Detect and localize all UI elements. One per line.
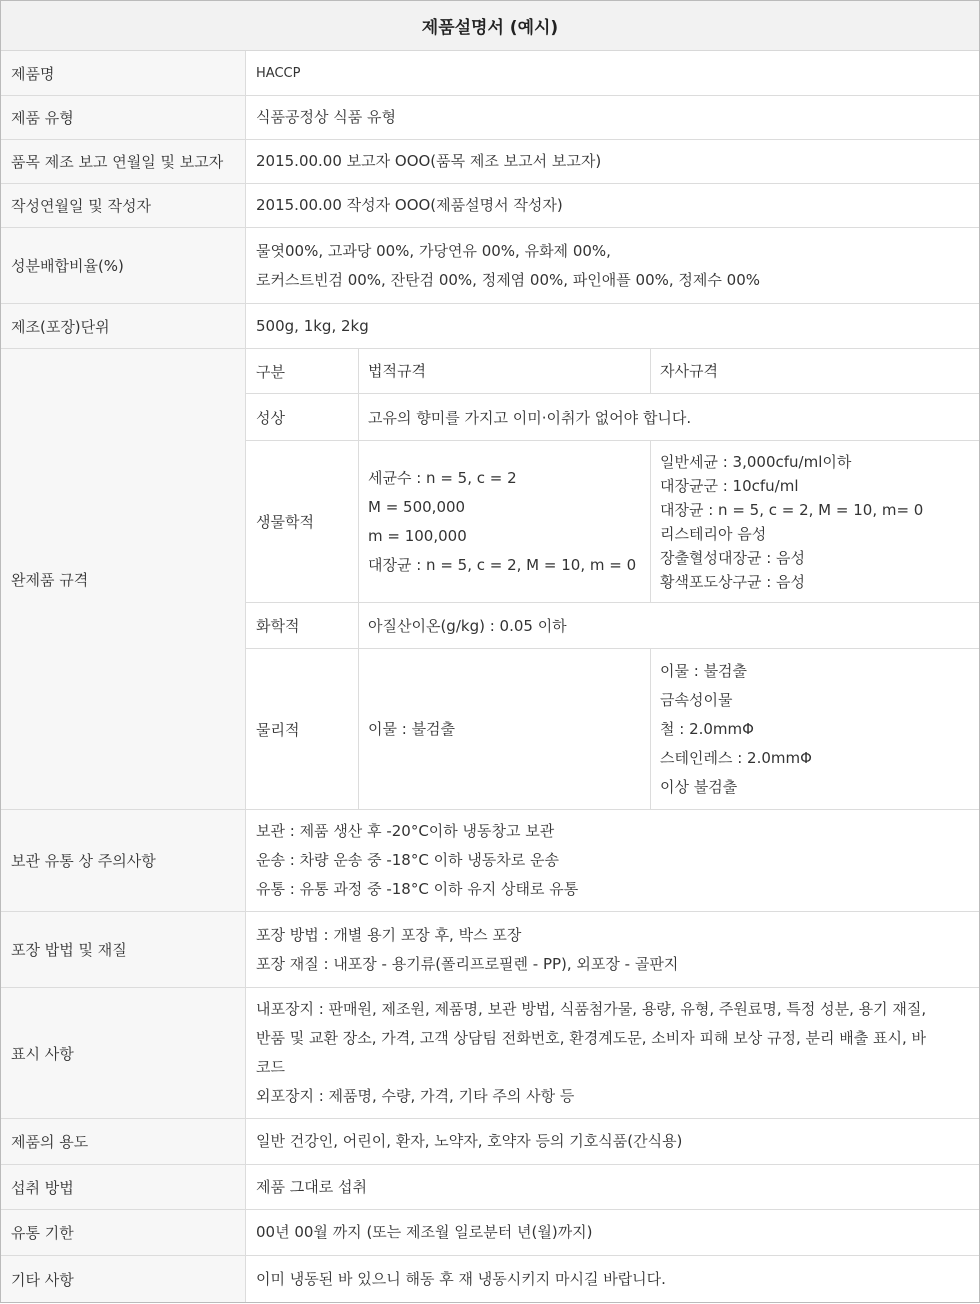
spec-category: 생물학적	[246, 441, 359, 602]
value-line: 운송 : 차량 운송 중 -18°C 이하 냉동차로 운송	[256, 851, 560, 869]
row-value: 00년 00월 까지 (또는 제조월 일로분터 년(월)까지)	[256, 1223, 593, 1241]
table-title: 제품설명서 (예시)	[1, 1, 979, 51]
row-author	[1, 184, 979, 228]
spec-category: 화학적	[246, 603, 359, 648]
value-line: 코드	[256, 1058, 285, 1076]
spec-value: 아질산이온(g/kg) : 0.05 이하	[368, 617, 567, 635]
spec-category: 성상	[246, 394, 359, 440]
value-line: 일반세균 : 3,000cfu/ml이하	[660, 452, 852, 471]
row-label: 작성연월일 및 작성자	[1, 184, 246, 227]
value-line: 외포장지 : 제품명, 수량, 가격, 기타 주의 사항 등	[256, 1087, 575, 1105]
row-value	[246, 810, 979, 911]
value-line: m = 100,000	[368, 526, 467, 545]
row-value	[246, 228, 979, 303]
row-storage	[1, 810, 979, 912]
row-label: 기타 사항	[1, 1256, 246, 1302]
row-spec	[1, 349, 979, 810]
row-value: 제품 그대로 섭취	[256, 1177, 367, 1196]
row-label: 제조(포장)단위	[1, 304, 246, 348]
spec-company-value	[651, 441, 979, 602]
row-label: 품목 제조 보고 연월일 및 보고자	[1, 140, 246, 183]
value-line: 스테인레스 : 2.0mmΦ	[660, 748, 812, 767]
row-report	[1, 140, 979, 184]
row-product-name	[1, 51, 979, 96]
row-labeling	[1, 988, 979, 1119]
row-label: 포장 밥법 및 재질	[1, 912, 246, 987]
value-line: 반품 및 교환 장소, 가격, 고객 상담팀 전화번호, 환경계도문, 소비자 피해 보상 규정, 분리 배출 표시, 바	[256, 1029, 927, 1047]
value-line: 세균수 : n = 5, c = 2	[368, 468, 517, 487]
value-line: 보관 : 제품 생산 후 -20°C이하 냉동창고 보관	[256, 822, 555, 840]
row-etc	[1, 1256, 979, 1302]
row-product-type	[1, 96, 979, 140]
value-line: 황색포도상구균 : 음성	[660, 572, 806, 591]
value-line: 대장균 : n = 5, c = 2, M = 10, m= 0	[660, 500, 924, 519]
spec-value: 고유의 향미를 가지고 이미·이취가 없어야 합니다.	[368, 408, 692, 427]
spec-category: 물리적	[246, 649, 359, 809]
row-unit	[1, 304, 979, 349]
row-value: HACCP	[256, 65, 301, 81]
spec-legal-value	[359, 441, 651, 602]
spec-header-row	[246, 349, 979, 394]
spec-header-company: 자사규격	[660, 361, 718, 380]
row-label: 제품명	[1, 51, 246, 95]
value-line: 리스테리아 음성	[660, 524, 767, 543]
value-line: 로커스트빈검 00%, 잔탄검 00%, 정제염 00%, 파인애플 00%, 정제수 00%	[256, 270, 760, 289]
value-line: 포장 재질 : 내포장 - 용기류(폴리프로필렌 - PP), 외포장 - 골판지	[256, 954, 679, 973]
row-value: 500g, 1kg, 2kg	[256, 316, 369, 335]
value-line: 물엿00%, 고과당 00%, 가당연유 00%, 유화제 00%,	[256, 241, 611, 260]
row-value	[246, 912, 979, 987]
spec-row-biological	[246, 441, 979, 603]
spec-legal-value: 이물 : 불검출	[359, 649, 651, 809]
spec-row-chemical	[246, 603, 979, 649]
spec-row-physical	[246, 649, 979, 809]
row-shelf-life	[1, 1210, 979, 1256]
row-label: 완제품 규격	[1, 349, 246, 809]
value-line: 이물 : 불검출	[660, 661, 748, 680]
row-value: 식품공정상 식품 유형	[256, 108, 396, 126]
row-label: 성분배합비율(%)	[1, 228, 246, 303]
row-value: 일반 건강인, 어린이, 환자, 노약자, 호약자 등의 기호식품(간식용)	[256, 1132, 683, 1150]
row-ingredients	[1, 228, 979, 304]
value-line: 이상 불검출	[660, 777, 738, 796]
row-label: 섭취 방법	[1, 1165, 246, 1209]
spec-company-value	[651, 649, 979, 809]
value-line: 내포장지 : 판매원, 제조원, 제품명, 보관 방법, 식품첨가물, 용량, 유형, 주원료명, 특정 성분, 용기 재질,	[256, 1000, 927, 1018]
row-intake	[1, 1165, 979, 1210]
value-line: 대장균군 : 10cfu/ml	[660, 476, 799, 495]
row-value: 2015.00.00 보고자 OOO(품목 제조 보고서 보고자)	[256, 152, 602, 170]
value-line: M = 500,000	[368, 497, 466, 516]
row-value: 2015.00.00 작성자 OOO(제품설명서 작성자)	[256, 196, 563, 214]
row-value	[246, 988, 979, 1118]
row-label: 표시 사항	[1, 988, 246, 1118]
spec-header-legal: 법적규격	[359, 349, 651, 393]
spec-header-category: 구분	[246, 349, 359, 393]
row-value: 이미 냉동된 바 있으니 해동 후 재 냉동시키지 마시길 바랍니다.	[256, 1269, 666, 1288]
value-line: 대장균 : n = 5, c = 2, M = 10, m = 0	[368, 555, 637, 574]
value-line: 장출혈성대장균 : 음성	[660, 548, 806, 567]
value-line: 유통 : 유통 과정 중 -18°C 이하 유지 상태로 유통	[256, 880, 579, 898]
spec-row-appearance	[246, 394, 979, 441]
row-packaging	[1, 912, 979, 988]
row-usage	[1, 1119, 979, 1165]
spec-subtable	[246, 349, 979, 809]
value-line: 포장 방법 : 개별 용기 포장 후, 박스 포장	[256, 925, 522, 944]
row-label: 보관 유통 상 주의사항	[1, 810, 246, 911]
value-line: 철 : 2.0mmΦ	[660, 719, 754, 738]
row-label: 제품의 용도	[1, 1119, 246, 1164]
row-label: 제품 유형	[1, 96, 246, 139]
row-label: 유통 기한	[1, 1210, 246, 1255]
value-line: 금속성이물	[660, 690, 733, 709]
